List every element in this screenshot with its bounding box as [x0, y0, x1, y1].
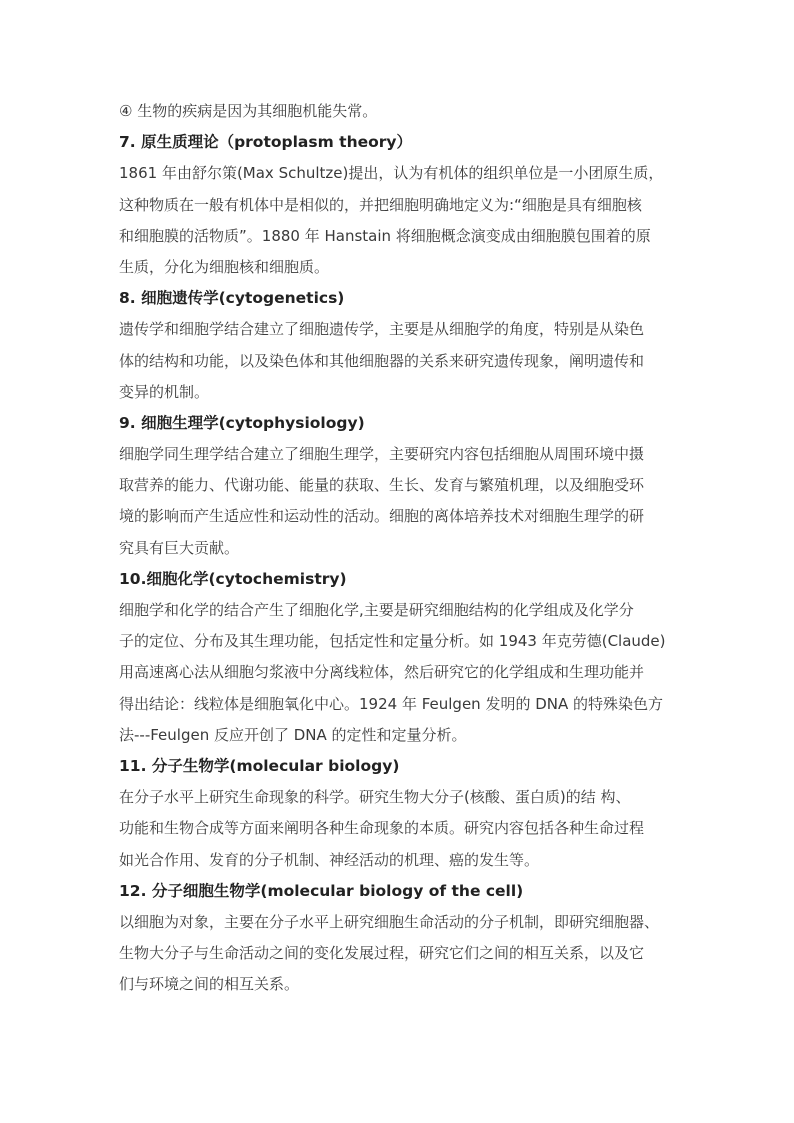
paragraph-line: 如光合作用、发育的分子机制、神经活动的机理、癌的发生等。	[119, 850, 540, 869]
paragraph-line: 法---Feulgen 反应开创了 DNA 的定性和定量分析。	[119, 725, 467, 744]
paragraph-line: 境的影响而产生适应性和运动性的活动。细胞的离体培养技术对细胞生理学的研	[119, 507, 645, 526]
paragraph-line: 细胞学和化学的结合产生了细胞化学,主要是研究细胞结构的化学组成及化学分	[119, 601, 634, 619]
section-heading: 8. 细胞遗传学(cytogenetics)	[119, 289, 345, 308]
paragraph-line: 变异的机制。	[119, 382, 210, 401]
paragraph-line: 功能和生物合成等方面来阐明各种生命现象的本质。研究内容包括各种生命过程	[119, 819, 645, 838]
paragraph-line: 究具有巨大贡献。	[119, 538, 240, 557]
paragraph-line: 这种物质在一般有机体中是相似的，并把细胞明确地定义为:“细胞是具有细胞核	[119, 195, 642, 214]
paragraph-line: 取营养的能力、代谢功能、能量的获取、生长、发育与繁殖机理，以及细胞受环	[119, 476, 645, 495]
paragraph-line: 用高速离心法从细胞匀浆液中分离线粒体，然后研究它的化学组成和生理功能并	[119, 663, 645, 682]
paragraph-line: 子的定位、分布及其生理功能，包括定性和定量分析。如 1943 年克劳德(Claude)	[119, 632, 666, 651]
section-heading: 7. 原生质理论（protoplasm theory）	[119, 133, 413, 152]
section-heading: 12. 分子细胞生物学(molecular biology of the cell)	[119, 881, 524, 900]
paragraph-line: 1861 年由舒尔策(Max Schultze)提出，认为有机体的组织单位是一小团原生质，	[119, 164, 664, 183]
paragraph-line: 生物大分子与生命活动之间的变化发展过程，研究它们之间的相互关系，以及它	[119, 944, 645, 963]
section-heading: 11. 分子生物学(molecular biology)	[119, 756, 400, 775]
paragraph-line: 得出结论：线粒体是细胞氧化中心。1924 年 Feulgen 发明的 DNA 的特殊染色方	[119, 694, 664, 713]
paragraph-line: 遗传学和细胞学结合建立了细胞遗传学，主要是从细胞学的角度，特别是从染色	[119, 320, 645, 339]
paragraph-line: 生质，分化为细胞核和细胞质。	[119, 257, 330, 276]
paragraph-line: ④ 生物的疾病是因为其细胞机能失常。	[119, 102, 378, 120]
document-body	[119, 96, 689, 1000]
paragraph-line: 以细胞为对象，主要在分子水平上研究细胞生命活动的分子机制，即研究细胞器、	[119, 912, 660, 931]
paragraph-line: 细胞学同生理学结合建立了细胞生理学，主要研究内容包括细胞从周围环境中摄	[119, 445, 645, 464]
section-heading: 10.细胞化学(cytochemistry)	[119, 569, 347, 588]
paragraph-line: 和细胞膜的活物质”。1880 年 Hanstain 将细胞概念演变成由细胞膜包围着的原	[119, 226, 651, 245]
section-heading: 9. 细胞生理学(cytophysiology)	[119, 413, 365, 432]
paragraph-line: 们与环境之间的相互关系。	[119, 975, 300, 994]
paragraph-line: 在分子水平上研究生命现象的科学。研究生物大分子(核酸、蛋白质)的结 构、	[119, 788, 631, 807]
paragraph-line: 体的结构和功能，以及染色体和其他细胞器的关系来研究遗传现象，阐明遗传和	[119, 351, 645, 370]
